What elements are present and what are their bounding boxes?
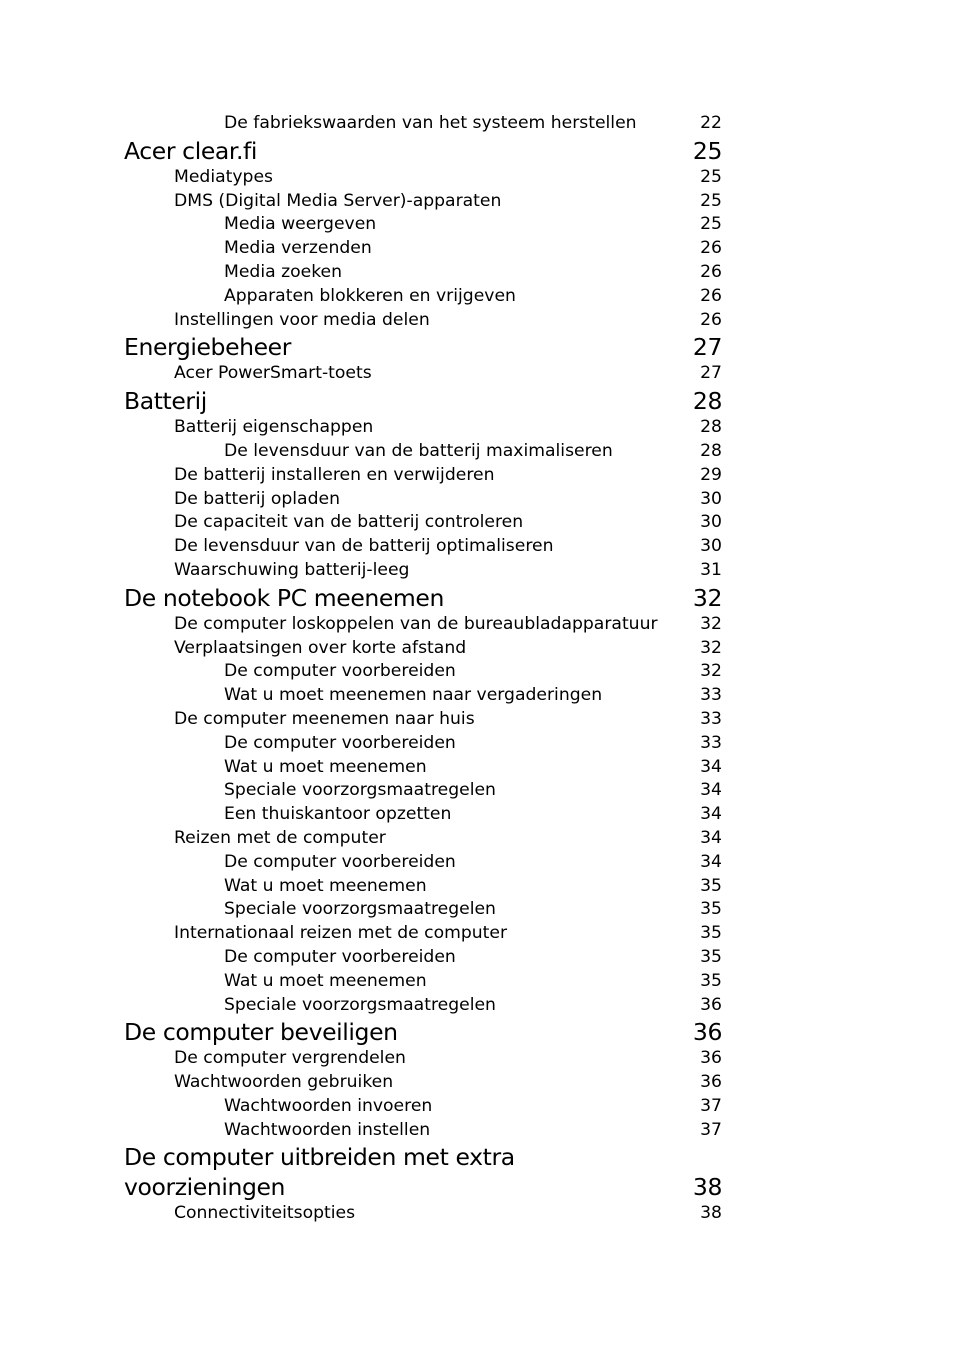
toc-page-number: 25 <box>700 166 722 187</box>
toc-section[interactable] <box>0 166 954 190</box>
toc-entry-title: De computer vergrendelen <box>174 1048 406 1069</box>
toc-page-number: 35 <box>700 899 722 920</box>
toc-entry-title: Media verzenden <box>224 238 372 259</box>
toc-section[interactable] <box>0 637 954 661</box>
toc-section[interactable] <box>0 1071 954 1095</box>
toc-subsection[interactable] <box>0 112 954 136</box>
toc-page-number: 33 <box>700 732 722 753</box>
toc-page-number: 30 <box>700 512 722 533</box>
toc-page-number: 28 <box>700 417 722 438</box>
toc-page-number: 32 <box>700 661 722 682</box>
toc-page-number: 29 <box>700 464 722 485</box>
toc-entry-title: Instellingen voor media delen <box>174 309 430 330</box>
toc-entry-title: De computer voorbereiden <box>224 661 456 682</box>
toc-subsection[interactable] <box>0 1119 954 1143</box>
toc-page-number: 30 <box>700 536 722 557</box>
toc-page-number: 26 <box>700 238 722 259</box>
toc-page-number: 36 <box>692 1018 722 1047</box>
toc-page-number: 35 <box>700 923 722 944</box>
toc-entry-title: De capaciteit van de batterij controleren <box>174 512 524 533</box>
toc-subsection[interactable] <box>0 684 954 708</box>
toc-entry-title: Wachtwoorden invoeren <box>224 1095 433 1116</box>
toc-page-number: 33 <box>700 708 722 729</box>
toc-page-number: 36 <box>700 1072 722 1093</box>
toc-page-number: 32 <box>700 613 722 634</box>
toc-page-number: 34 <box>700 780 722 801</box>
toc-subsection[interactable] <box>0 732 954 756</box>
toc-page-number: 38 <box>700 1203 722 1224</box>
toc-page-number: 28 <box>700 440 722 461</box>
toc-entry-title: Mediatypes <box>174 166 273 187</box>
toc-entry-title: De computer beveiligen <box>124 1018 398 1047</box>
toc-entry-title: Wat u moet meenemen <box>224 875 427 896</box>
toc-section[interactable] <box>0 309 954 333</box>
toc-page-number: 27 <box>692 333 722 362</box>
toc-subsection[interactable] <box>0 970 954 994</box>
toc-entry-title: Wat u moet meenemen <box>224 756 427 777</box>
toc-page-number: 26 <box>700 285 722 306</box>
toc-section[interactable] <box>0 416 954 440</box>
toc-section[interactable] <box>0 827 954 851</box>
toc-entry-title: Acer clear.fi <box>124 136 258 165</box>
toc-chapter[interactable] <box>0 1017 954 1047</box>
toc-section[interactable] <box>0 535 954 559</box>
toc-entry-title: Internationaal reizen met de computer <box>174 923 508 944</box>
toc-entry-title: De computer voorbereiden <box>224 851 456 872</box>
toc-subsection[interactable] <box>0 898 954 922</box>
toc-entry-title: Wachtwoorden instellen <box>224 1119 431 1140</box>
toc-entry-title: De notebook PC meenemen <box>124 583 444 612</box>
toc-section[interactable] <box>0 190 954 214</box>
toc-page-number: 37 <box>700 1095 722 1116</box>
toc-page-number: 32 <box>700 637 722 658</box>
toc-subsection[interactable] <box>0 440 954 464</box>
toc-section[interactable] <box>0 362 954 386</box>
toc-entry-title: Speciale voorzorgsmaatregelen <box>224 899 496 920</box>
toc-chapter[interactable] <box>0 136 954 166</box>
toc-page-number: 26 <box>700 261 722 282</box>
toc-subsection[interactable] <box>0 803 954 827</box>
toc-entry-title: Verplaatsingen over korte afstand <box>174 637 467 658</box>
toc-entry-title: Batterij eigenschappen <box>174 417 374 438</box>
toc-page-number: 34 <box>700 851 722 872</box>
toc-page-number: 35 <box>700 970 722 991</box>
toc-subsection[interactable] <box>0 285 954 309</box>
toc-subsection[interactable] <box>0 237 954 261</box>
toc-entry-title: De computer voorbereiden <box>224 732 456 753</box>
toc-page-number: 31 <box>700 559 722 580</box>
toc-page-number: 35 <box>700 946 722 967</box>
toc-page-number: 36 <box>700 1048 722 1069</box>
toc-page-number: 25 <box>700 214 722 235</box>
toc-chapter[interactable] <box>0 1142 954 1202</box>
toc-section[interactable] <box>0 613 954 637</box>
toc-page-number: 36 <box>700 994 722 1015</box>
toc-subsection[interactable] <box>0 756 954 780</box>
toc-page-number: 32 <box>692 583 722 612</box>
toc-page-number: 25 <box>692 136 722 165</box>
toc-subsection[interactable] <box>0 994 954 1018</box>
toc-page-number: 35 <box>700 875 722 896</box>
toc-page-number: 34 <box>700 756 722 777</box>
toc-page-number: 22 <box>700 113 722 133</box>
toc-page-number: 37 <box>700 1119 722 1140</box>
toc-section[interactable] <box>0 511 954 535</box>
toc-section[interactable] <box>0 1202 954 1226</box>
toc-entry-title: Energiebeheer <box>124 333 291 362</box>
toc-page-number: 33 <box>700 685 722 706</box>
toc-entry-title: Waarschuwing batterij-leeg <box>174 559 410 580</box>
toc-entry-title: De levensduur van de batterij maximaliseren <box>224 440 613 461</box>
toc-chapter[interactable] <box>0 332 954 362</box>
toc-entry-title: De computer loskoppelen van de bureaubladapparatuur <box>174 613 658 634</box>
toc-section[interactable] <box>0 922 954 946</box>
toc-subsection[interactable] <box>0 875 954 899</box>
toc-page-number: 26 <box>700 309 722 330</box>
toc-subsection[interactable] <box>0 213 954 237</box>
toc-entry-title: Wat u moet meenemen naar vergaderingen <box>224 685 603 706</box>
toc-subsection[interactable] <box>0 1095 954 1119</box>
table-of-contents <box>0 112 954 1226</box>
toc-entry-title: De batterij opladen <box>174 488 340 509</box>
toc-entry-title: De computer uitbreiden met extra voorzieningen <box>124 1143 515 1202</box>
toc-page-number: 34 <box>700 804 722 825</box>
toc-entry-title: Acer PowerSmart-toets <box>174 363 372 384</box>
toc-chapter[interactable] <box>0 583 954 613</box>
toc-subsection[interactable] <box>0 261 954 285</box>
toc-page-number: 30 <box>700 488 722 509</box>
toc-entry-title: Media weergeven <box>224 214 377 235</box>
toc-section[interactable] <box>0 464 954 488</box>
toc-entry-title: Een thuiskantoor opzetten <box>224 804 452 825</box>
toc-entry-title: De batterij installeren en verwijderen <box>174 464 495 485</box>
toc-entry-title: De fabriekswaarden van het systeem herstellen <box>224 113 637 133</box>
toc-entry-title: Wat u moet meenemen <box>224 970 427 991</box>
toc-page-number: 27 <box>700 363 722 384</box>
toc-entry-title: Batterij <box>124 387 207 416</box>
toc-entry-title: Wachtwoorden gebruiken <box>174 1072 394 1093</box>
toc-entry-title: Connectiviteitsopties <box>174 1203 356 1224</box>
toc-subsection[interactable] <box>0 946 954 970</box>
toc-subsection[interactable] <box>0 851 954 875</box>
toc-page-number: 34 <box>700 827 722 848</box>
toc-section[interactable] <box>0 559 954 583</box>
toc-entry-title: Reizen met de computer <box>174 827 386 848</box>
toc-section[interactable] <box>0 488 954 512</box>
toc-section[interactable] <box>0 708 954 732</box>
toc-subsection[interactable] <box>0 660 954 684</box>
toc-page-number: 28 <box>692 387 722 416</box>
toc-section[interactable] <box>0 1047 954 1071</box>
toc-entry-title: DMS (Digital Media Server)-apparaten <box>174 190 502 211</box>
toc-entry-title: Apparaten blokkeren en vrijgeven <box>224 285 516 306</box>
toc-subsection[interactable] <box>0 779 954 803</box>
toc-entry-title: Speciale voorzorgsmaatregelen <box>224 780 496 801</box>
toc-entry-title: Speciale voorzorgsmaatregelen <box>224 994 496 1015</box>
toc-entry-title: De levensduur van de batterij optimaliseren <box>174 536 554 557</box>
toc-entry-title: Media zoeken <box>224 261 343 282</box>
toc-entry-title: De computer voorbereiden <box>224 946 456 967</box>
toc-chapter[interactable] <box>0 386 954 416</box>
toc-entry-title: De computer meenemen naar huis <box>174 708 475 729</box>
toc-page-number: 38 <box>692 1173 722 1202</box>
toc-page-number: 25 <box>700 190 722 211</box>
